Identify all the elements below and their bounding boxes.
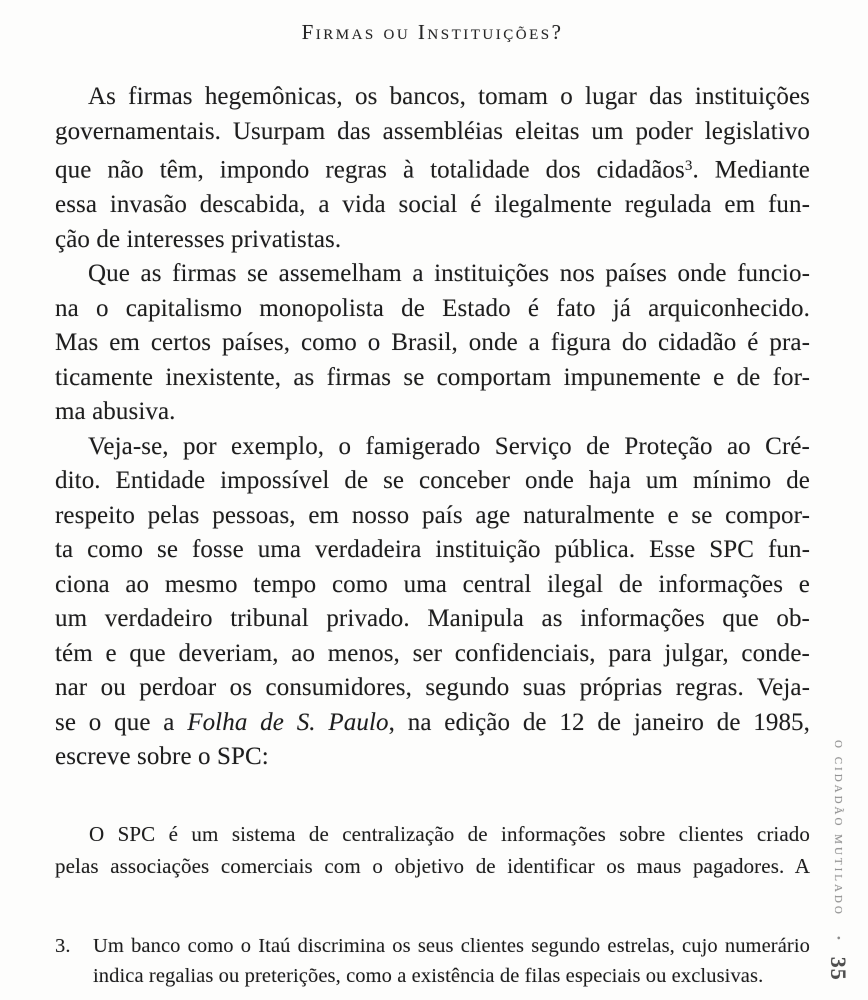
block-quote xyxy=(55,818,810,882)
text-segment: ção de interesses privatistas. xyxy=(55,225,342,253)
text-segment: um verdadeiro tribunal privado. Manipula as informações que ob- xyxy=(55,605,810,632)
separator-bullet-icon: • xyxy=(832,935,844,940)
page-number: 35 xyxy=(826,956,851,981)
text-segment: tém e que deveriam, ao menos, ser confidenciais, para julgar, conde- xyxy=(55,639,810,667)
text-line xyxy=(55,740,810,775)
text-segment: na o capitalismo monopolista de Estado é fato já arquiconhecido. xyxy=(55,294,810,322)
text-line xyxy=(55,850,810,882)
paragraph-3 xyxy=(55,430,810,775)
text-segment: dito. Entidade impossível de se conceber onde haja um mínimo de xyxy=(55,467,810,494)
text-line xyxy=(55,361,810,396)
text-segment: se o que a xyxy=(55,708,188,736)
margin-label xyxy=(825,740,851,990)
text-segment: governamentais. Usurpam das assembléias eleitas um poder legislativo xyxy=(55,117,810,145)
footnote-number: 3. xyxy=(55,934,71,957)
text-line xyxy=(55,326,810,361)
text-segment: , na edição de 12 de janeiro de 1985, xyxy=(388,708,811,736)
text-segment: respeito pelas pessoas, em nosso país age naturalmente e se compor- xyxy=(55,501,810,529)
text-segment: . Mediante xyxy=(692,156,810,184)
text-segment: que não têm, impondo regras à totalidade dos cidadãos xyxy=(55,156,685,184)
text-segment: indica regalias ou preterições, como a existência de filas especiais ou exclusivas. xyxy=(93,964,764,987)
text-segment: ma abusiva. xyxy=(55,398,176,425)
footnote-text xyxy=(93,931,810,991)
text-line xyxy=(55,115,810,150)
text-line xyxy=(55,80,810,115)
text-segment: ticamente inexistente, as firmas se comportam impunemente e de for- xyxy=(55,363,810,391)
italic-publication-name: Folha de S. Paulo xyxy=(187,708,389,736)
book-title-vertical: O CIDADÃO MUTILADO xyxy=(832,740,844,917)
text-segment: escreve sobre o SPC: xyxy=(55,743,269,770)
text-line xyxy=(55,671,810,706)
text-line xyxy=(55,499,810,534)
paragraph-1 xyxy=(55,80,810,257)
text-line xyxy=(55,533,810,568)
text-segment: Veja-se, por exemplo, o famigerado Serviço de Proteção ao Cré- xyxy=(88,432,810,460)
text-line xyxy=(55,149,810,188)
text-line xyxy=(55,292,810,327)
text-line xyxy=(55,818,810,850)
text-line xyxy=(55,430,810,465)
text-segment: Um banco como o Itaú discrimina os seus clientes segundo estrelas, cujo numerário xyxy=(93,934,810,957)
paragraph-2 xyxy=(55,257,810,430)
text-segment: pelas associações comerciais com o objetivo de identificar os maus pagadores. A xyxy=(55,853,810,878)
text-segment: ta como se fosse uma verdadeira instituição pública. Esse SPC fun- xyxy=(55,536,810,563)
text-line xyxy=(55,257,810,292)
footnote-reference: 3 xyxy=(684,158,693,174)
text-line xyxy=(55,464,810,499)
text-line xyxy=(55,602,810,637)
text-segment: O SPC é um sistema de centralização de informações sobre clientes criado xyxy=(89,821,810,846)
text-line xyxy=(55,395,810,430)
text-line xyxy=(93,961,810,991)
text-line xyxy=(55,223,810,258)
text-line xyxy=(55,637,810,672)
running-head: Firmas ou Instituições? xyxy=(301,20,564,44)
text-segment: Mas em certos países, como o Brasil, onde a figura do cidadão é pra- xyxy=(55,329,810,356)
text-segment: ciona ao mesmo tempo como uma central ilegal de informações e xyxy=(55,570,810,598)
text-line xyxy=(55,568,810,603)
text-line xyxy=(93,931,810,961)
text-segment: Que as firmas se assemelham a instituições nos países onde funcio- xyxy=(88,260,810,287)
text-line xyxy=(55,706,810,741)
footnote xyxy=(55,931,810,991)
body-text-column xyxy=(55,80,810,991)
text-segment: essa invasão descabida, a vida social é ilegalmente regulada em fun- xyxy=(55,191,810,218)
text-line xyxy=(55,188,810,223)
text-segment: As firmas hegemônicas, os bancos, tomam o lugar das instituições xyxy=(88,83,810,110)
text-segment: nar ou perdoar os consumidores, segundo suas próprias regras. Veja- xyxy=(55,674,810,701)
